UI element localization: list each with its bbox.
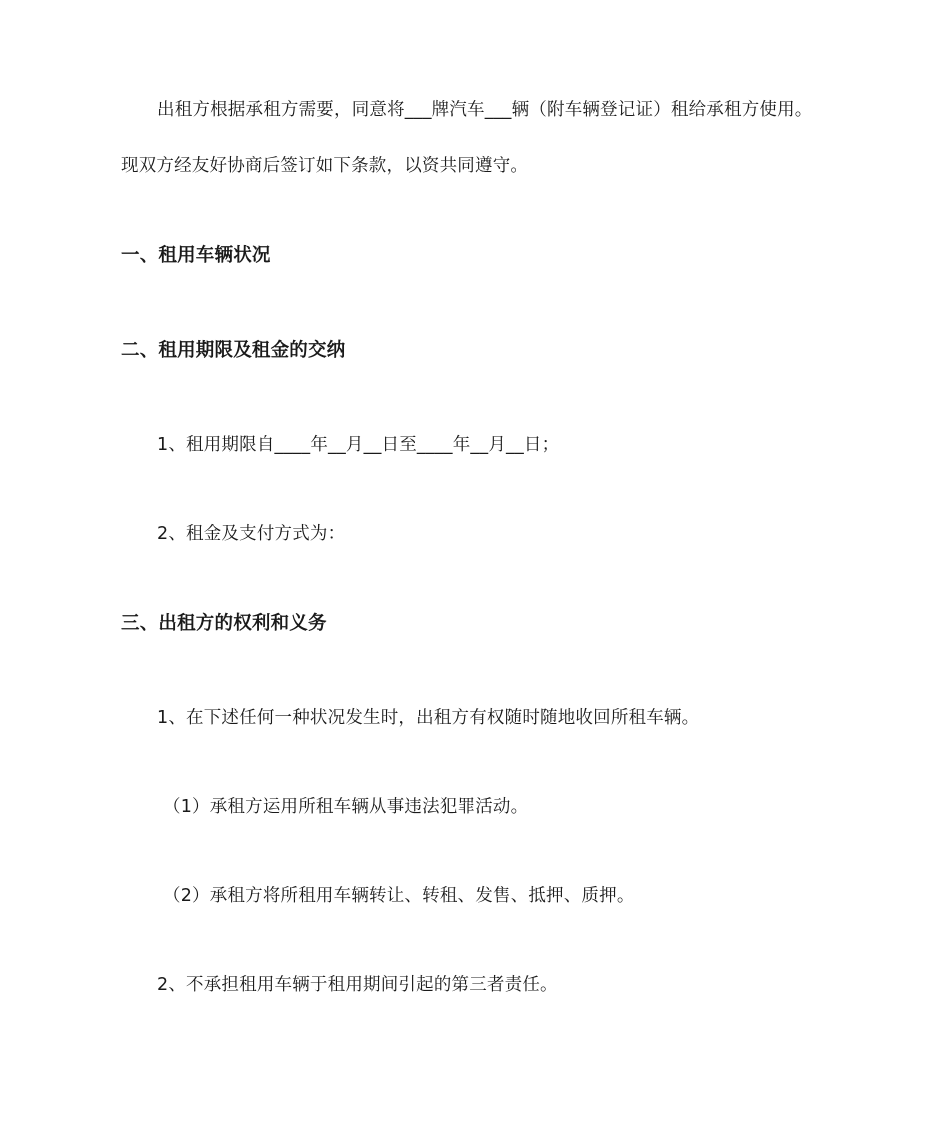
section-heading-vehicle-status: 一、租用车辆状况 <box>121 245 271 266</box>
clause-lessor-recall-right: 1、在下述任何一种状况发生时，出租方有权随时随地收回所租车辆。 <box>157 708 700 728</box>
clause-third-party-liability: 2、不承担租用车辆于租用期间引起的第三者责任。 <box>157 975 558 995</box>
section-heading-rental-term-and-payment: 二、租用期限及租金的交纳 <box>121 340 346 361</box>
subclause-illegal-use: （1）承租方运用所租车辆从事违法犯罪活动。 <box>163 797 529 817</box>
intro-paragraph-line-1: 出租方根据承租方需要，同意将___牌汽车___辆（附车辆登记证）租给承租方使用。 <box>157 100 813 120</box>
subclause-transfer-sublease: （2）承租方将所租用车辆转让、转租、发售、抵押、质押。 <box>163 886 635 906</box>
intro-paragraph-line-2: 现双方经友好协商后签订如下条款，以资共同遵守。 <box>121 156 529 176</box>
clause-payment-method: 2、租金及支付方式为： <box>157 524 346 544</box>
section-heading-lessor-rights-and-duties: 三、出租方的权利和义务 <box>121 613 327 634</box>
clause-rental-term: 1、租用期限自____年__月__日至____年__月__日； <box>157 435 560 455</box>
